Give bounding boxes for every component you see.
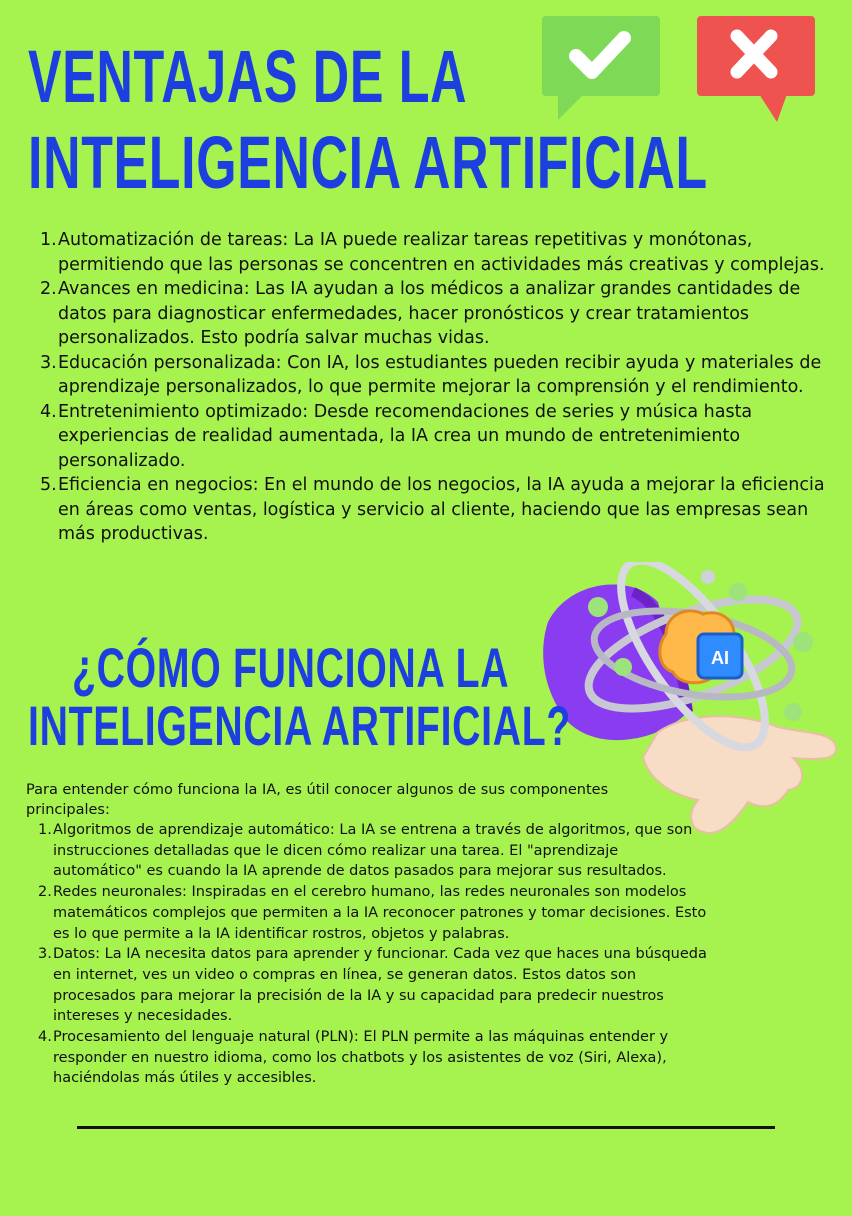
page-title-line-1: VENTAJAS DE LA bbox=[28, 35, 468, 118]
list-item: 4. Entretenimiento optimizado: Desde recomendaciones de series y música hasta experiencias de realidad aumentada, la IA crea un mundo de entretenimiento personalizado. bbox=[40, 401, 753, 471]
list-item: 3. Datos: La IA necesita datos para aprender y funcionar. Cada vez que haces una búsqueda en internet, ves un video o compras en línea, se generan datos. Estos datos son procesados para mejorar la precisión de la IA y su capacidad para predecir nuestros intereses y necesidades. bbox=[38, 946, 707, 1025]
section-title-line-2: INTELIGENCIA ARTIFICIAL? bbox=[28, 694, 572, 757]
list-item: 3. Educación personalizada: Con IA, los estudiantes pueden recibir ayuda y materiales de aprendizaje personalizados, lo que permite mejorar la comprensión y el rendimiento. bbox=[40, 352, 822, 397]
intro-paragraph: Para entender cómo funciona la IA, es útil conocer algunos de sus componentes principales: bbox=[26, 782, 609, 818]
list-item: 5. Eficiencia en negocios: En el mundo de los negocios, la IA ayuda a mejorar la eficiencia en áreas como ventas, logística y servicio al cliente, haciendo que las empresas sean más productivas. bbox=[40, 475, 825, 544]
cross-badge-icon bbox=[695, 14, 817, 130]
divider bbox=[77, 1126, 775, 1129]
list-item: 2. Redes neuronales: Inspiradas en el cerebro humano, las redes neuronales son modelos matemáticos complejos que permiten a la IA reconocer patrones y tomar decisiones. Esto es lo que permite a la IA identificar rostros, objetos y palabras. bbox=[38, 884, 707, 942]
ai-chip-label: AI bbox=[711, 648, 729, 668]
check-badge-icon bbox=[540, 14, 662, 128]
page-title-line-2: INTELIGENCIA ARTIFICIAL bbox=[28, 121, 708, 204]
components-list bbox=[38, 820, 708, 1089]
section-title-line-1: ¿CÓMO FUNCIONA LA bbox=[72, 636, 510, 699]
list-item: 2. Avances en medicina: Las IA ayudan a los médicos a analizar grandes cantidades de datos para diagnosticar enfermedades, hacer pronósticos y crear tratamientos personalizados. Esto podría salvar muchas vidas. bbox=[40, 279, 801, 348]
list-item: 1. Automatización de tareas: La IA puede realizar tareas repetitivas y monótonas, permitiendo que las personas se concentren en actividades más creativas y complejas. bbox=[40, 230, 825, 275]
list-item: 1. Algoritmos de aprendizaje automático: La IA se entrena a través de algoritmos, que son instrucciones detalladas que le dicen cómo realizar una tarea. El "aprendizaje automático" es cuando la IA aprende de datos pasados para mejorar sus resultados. bbox=[38, 822, 693, 880]
list-item: 4. Procesamiento del lenguaje natural (PLN): El PLN permite a las máquinas entender y responder en nuestro idioma, como los chatbots y los asistentes de voz (Siri, Alexa), haciéndolas más útiles y accesibles. bbox=[38, 1029, 669, 1087]
advantages-list bbox=[40, 228, 830, 547]
